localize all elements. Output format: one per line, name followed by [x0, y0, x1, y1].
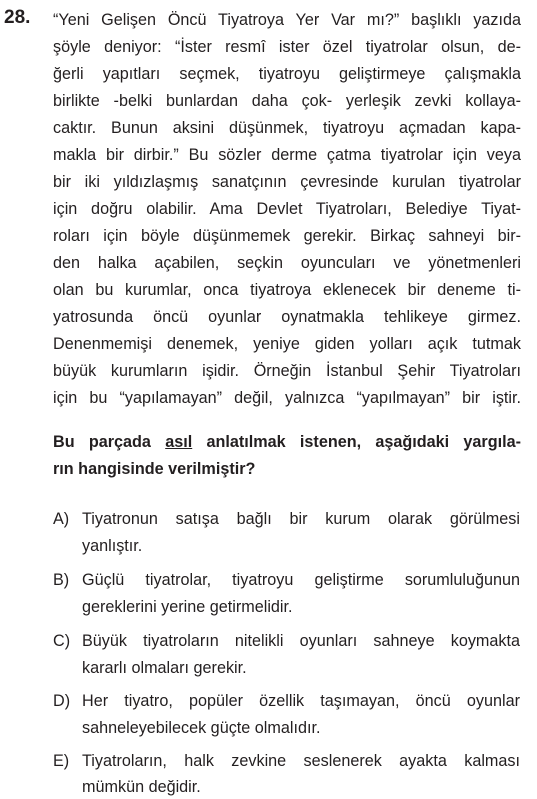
option-text: Her tiyatro, popüler özellik taşımayan, öncü oyunlar	[82, 692, 520, 710]
option-text: sahneleyebilecek güçte olmalıdır.	[82, 719, 321, 737]
option-text: Tiyatronun satışa bağlı bir kurum olarak görülmesi	[82, 510, 520, 528]
passage-line: bir iki yıldızlaşmış sanatçının çevresinde kurulan tiyatrolar	[53, 173, 521, 191]
question-number: 28.	[4, 7, 31, 28]
stem-line: rın hangisinde verilmiştir?	[53, 460, 256, 478]
stem-line	[53, 432, 521, 452]
option-letter: B)	[53, 571, 70, 589]
option-letter: E)	[53, 752, 70, 770]
passage-line: “Yeni Gelişen Öncü Tiyatroya Yer Var mı?” başlıklı yazıda	[53, 11, 521, 29]
option-text: Güçlü tiyatrolar, tiyatroyu geliştirme sorumluluğunun	[82, 571, 520, 589]
passage-line: Denenmemişi denemek, yeniye giden yolları açık tutmak	[53, 335, 521, 353]
passage-line: şöyle deniyor: “İster resmî ister özel tiyatrolar olsun, de-	[53, 38, 521, 56]
option-letter: A)	[53, 510, 70, 528]
stem-text: anlatılmak istenen, aşağıdaki yargıla-	[192, 433, 521, 451]
option-text: Tiyatroların, halk zevkine seslenerek ayakta kalması	[82, 752, 520, 770]
passage-line: caktır. Bunun aksini düşünmek, tiyatroyu açmadan kapa-	[53, 119, 521, 137]
option-text: yanlıştır.	[82, 537, 143, 555]
passage-line: makla bir dirbir.” Bu sözler derme çatma tiyatrolar için veya	[53, 146, 521, 164]
passage-line: roları için böyle düşünmemek gerekir. Birkaç sahneyi bir-	[53, 227, 521, 245]
passage-line: için bu “yapılamayan” değil, yalnızca “yapılmayan” bir iştir.	[53, 389, 521, 407]
option-letter: D)	[53, 692, 71, 710]
passage-line: olan bu kurumlar, onca tiyatroya eklenecek bir deneme ti-	[53, 281, 521, 299]
passage-line: için doğru olabilir. Ama Devlet Tiyatroları, Belediye Tiyat-	[53, 200, 521, 218]
passage-line: den halka açabilen, seçkin oyuncuları ve yönetmenleri	[53, 254, 521, 272]
stem-text: Bu parçada	[53, 433, 166, 451]
stem-underlined-word: asıl	[165, 433, 193, 451]
option-text: gereklerini yerine getirmelidir.	[82, 598, 293, 616]
option-text: kararlı olmaları gerekir.	[82, 659, 247, 677]
passage-line: ğerli yapıtları seçmek, tiyatroyu geliştirmeye çalışmakla	[53, 65, 521, 83]
passage-line: büyük kurumların işidir. Örneğin İstanbul Şehir Tiyatroları	[53, 362, 521, 380]
option-text: Büyük tiyatroların nitelikli oyunları sahneye koymakta	[82, 632, 520, 650]
passage-line: birlikte -belki bunlardan daha çok- yerleşik zevki kollaya-	[53, 92, 521, 110]
option-letter: C)	[53, 632, 71, 650]
option-text: mümkün değidir.	[82, 778, 201, 796]
passage-line: yatrosunda öncü oyunlar oynatmakla tehlikeye girmez.	[53, 308, 521, 326]
